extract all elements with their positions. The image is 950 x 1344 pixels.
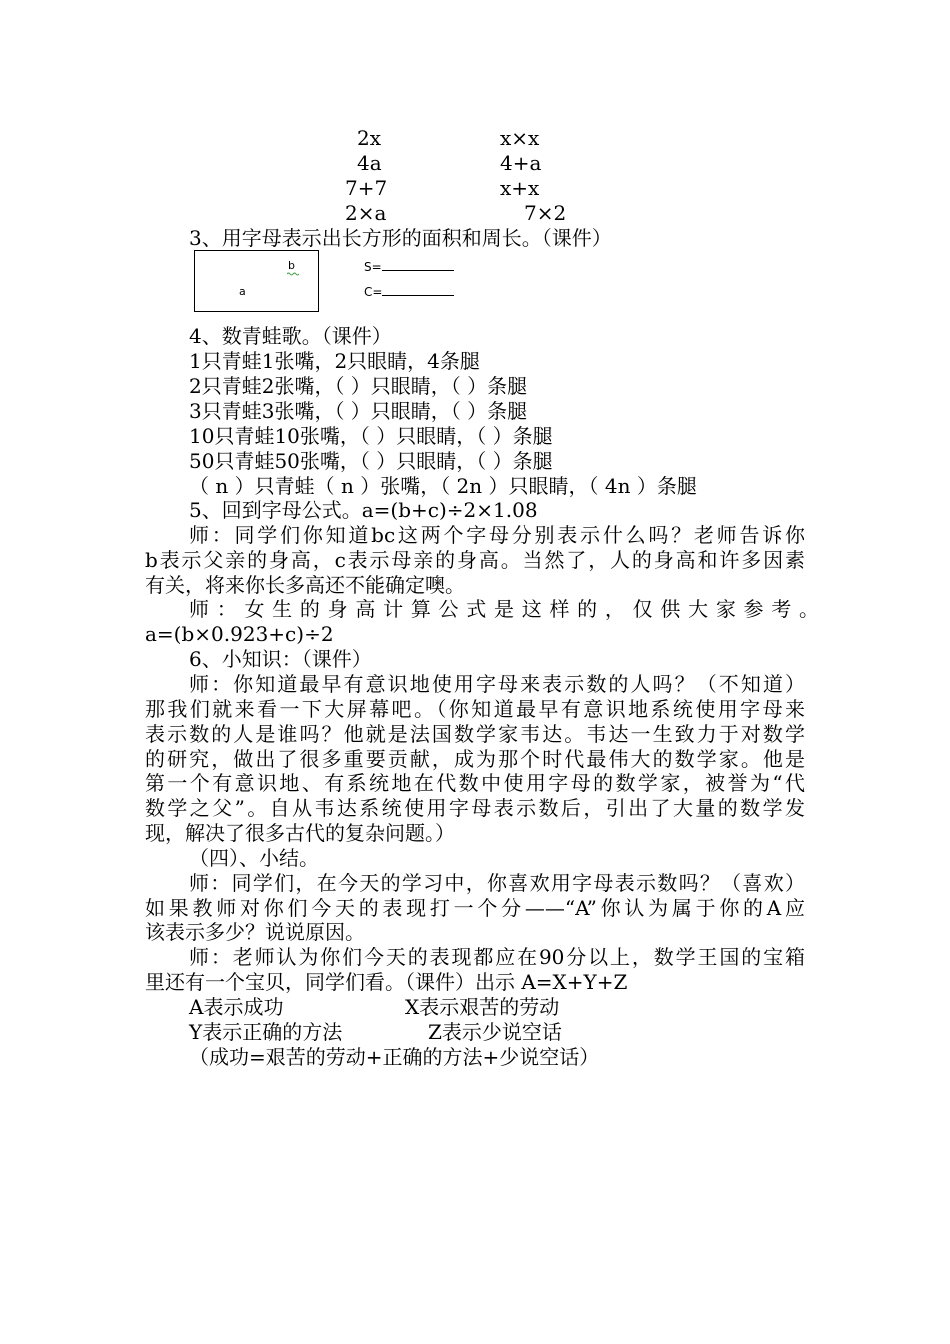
q6-line2: 那我们就来看一下大屏幕吧。（你知道最早有意识地系统使用字母来: [145, 697, 805, 721]
def-success: A表示成功: [189, 995, 284, 1019]
expr-r1-c2: x×x: [500, 126, 540, 150]
expr-r2-c1: 4a: [357, 151, 382, 175]
frog-line-5: 50只青蛙50张嘴，（ ）只眼睛，（ ）条腿: [189, 449, 553, 473]
summary-para2-line1: 师：老师认为你们今天的表现都应在90分以上，数学王国的宝箱: [189, 945, 805, 969]
rectangle-figure: [194, 250, 319, 312]
frog-line-4: 10只青蛙10张嘴，（ ）只眼睛，（ ）条腿: [189, 424, 553, 448]
q5-para1-line2: b表示父亲的身高，c表示母亲的身高。当然了，人的身高和许多因素: [145, 548, 805, 572]
summary-para1-line1: 师：同学们，在今天的学习中，你喜欢用字母表示数吗？（喜欢）: [189, 871, 805, 895]
rect-label-b: b: [288, 259, 295, 272]
expr-r4-c2: 7×2: [524, 201, 567, 225]
area-label: S=: [364, 260, 382, 274]
area-blank: [382, 260, 454, 271]
q6-title: 6、小知识：（课件）: [189, 647, 372, 671]
rect-label-a: a: [239, 285, 246, 298]
success-formula: （成功=艰苦的劳动+正确的方法+少说空话）: [189, 1045, 600, 1069]
q6-line6: 数学之父”。自从韦达系统使用字母表示数后，引出了大量的数学发: [145, 796, 805, 820]
q6-line3: 表示数的人是谁吗？他就是法国数学家韦达。韦达一生致力于对数学: [145, 722, 805, 746]
expr-r3-c2: x+x: [500, 176, 540, 200]
def-right-method: Y表示正确的方法: [189, 1020, 343, 1044]
q4-title: 4、数青蛙歌。（课件）: [189, 324, 392, 348]
q5-para2-line2: a=(b×0.923+c)÷2: [145, 622, 334, 646]
summary-para1-line3: 该表示多少？说说原因。: [145, 920, 365, 944]
q6-line1: 师：你知道最早有意识地使用字母来表示数的人吗？（不知道）: [189, 672, 805, 696]
q3-title: 3、用字母表示出长方形的面积和周长。（课件）: [189, 226, 612, 250]
q6-line7: 现，解决了很多古代的复杂问题。）: [145, 821, 455, 845]
summary-para1-line2: 如果教师对你们今天的表现打一个分——“A”你认为属于你的A应: [145, 896, 805, 920]
q5-title: 5、回到字母公式。a=(b+c)÷2×1.08: [189, 498, 538, 522]
q5-para1-line3: 有关，将来你长多高还不能确定噢。: [145, 573, 465, 597]
q5-para1-line1: 师：同学们你知道bc这两个字母分别表示什么吗？老师告诉你: [189, 523, 805, 547]
def-hard-work: X表示艰苦的劳动: [405, 995, 560, 1019]
expr-r1-c1: 2x: [357, 126, 382, 150]
perimeter-blank: [382, 285, 454, 296]
frog-line-6: （ n ）只青蛙（ n ）张嘴，（ 2n ）只眼睛，（ 4n ）条腿: [189, 474, 697, 498]
q6-line5: 第一个有意识地、有系统地在代数中使用字母的数学家，被誉为“代: [145, 771, 805, 795]
def-less-talk: Z表示少说空话: [428, 1020, 562, 1044]
expr-r3-c1: 7+7: [345, 176, 388, 200]
perimeter-label: C=: [364, 285, 383, 299]
expr-r2-c2: 4+a: [500, 151, 542, 175]
perimeter-formula: [364, 285, 454, 299]
frog-line-1: 1只青蛙1张嘴，2只眼睛，4条腿: [189, 349, 480, 373]
frog-line-3: 3只青蛙3张嘴，（ ）只眼睛，（ ）条腿: [189, 399, 528, 423]
frog-line-2: 2只青蛙2张嘴，（ ）只眼睛，（ ）条腿: [189, 374, 528, 398]
spellcheck-squiggle-icon: [287, 272, 299, 276]
area-formula: [364, 260, 454, 274]
summary-para2-line2: 里还有一个宝贝，同学们看。（课件）出示 A=X+Y+Z: [145, 970, 628, 994]
summary-title: （四）、小结。: [189, 846, 319, 870]
q5-para2-line1: 师：女生的身高计算公式是这样的，仅供大家参考。: [189, 597, 819, 621]
expr-r4-c1: 2×a: [345, 201, 387, 225]
q6-line4: 的研究，做出了很多重要贡献，成为那个时代最伟大的数学家。他是: [145, 747, 805, 771]
